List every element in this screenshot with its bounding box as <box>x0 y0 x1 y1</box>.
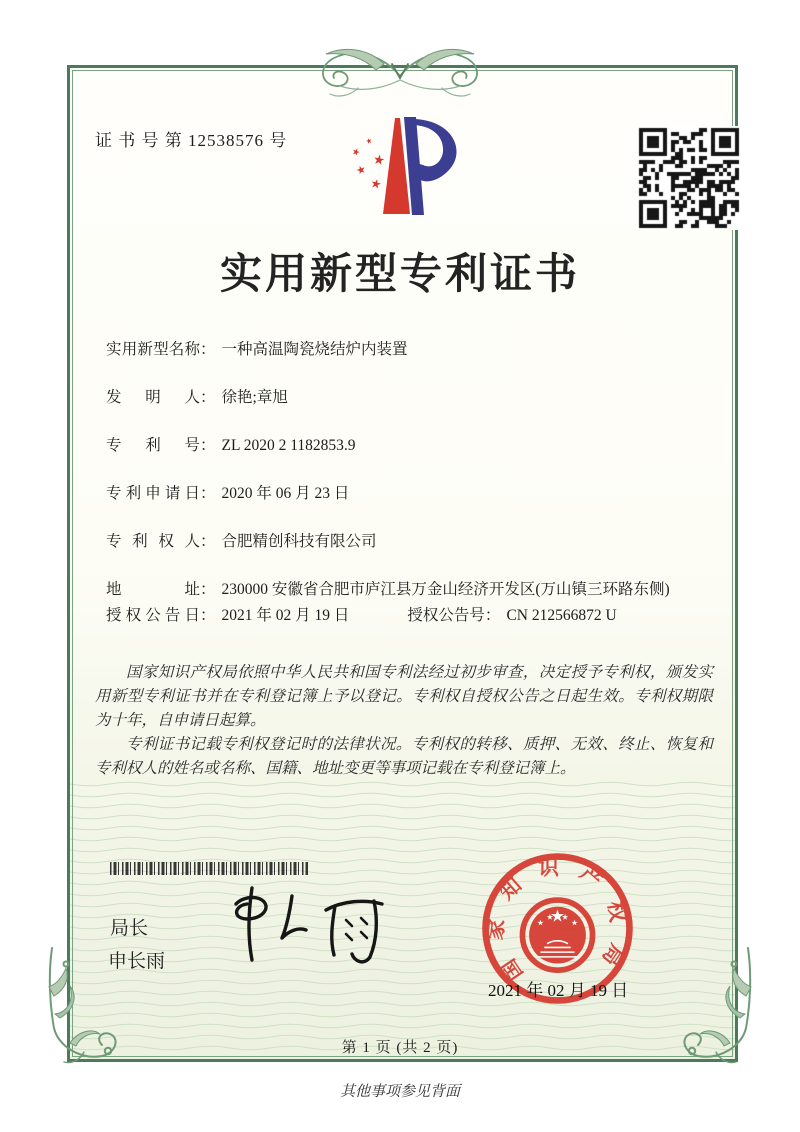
legal-text <box>95 661 713 781</box>
field-row-patentee: 专利权人 ： 合肥精创科技有限公司 <box>106 531 718 553</box>
legal-paragraph-2: 专利证书记载专利权登记时的法律状况。专利权的转移、质押、无效、终止、恢复和专利权人的姓名或名称、国籍、地址变更等事项记载在专利登记簿上。 <box>95 736 713 777</box>
field-row-name: 实用新型名称 ： 一种高温陶瓷烧结炉内装置 <box>106 339 718 361</box>
top-border-ornament-icon <box>262 34 538 118</box>
director-title: 局长 <box>110 918 149 939</box>
field-row-grant-date: 授权公告日 ： 2021 年 02 月 19 日 授权公告号 ： CN 212566872 U <box>106 605 718 627</box>
certificate-fields <box>106 339 718 653</box>
field-label: 实用新型名称 <box>106 341 200 358</box>
field-row-patent-no: 专利号 ： ZL 2020 2 1182853.9 <box>106 435 718 457</box>
field-label: 专利申请日 <box>106 485 200 502</box>
field-label: 地址 <box>106 581 200 598</box>
back-note: 其他事项参见背面 <box>339 1084 460 1100</box>
field-label: 授权公告号 <box>407 607 485 624</box>
field-row-inventor: 发明人 ： 徐艳;章旭 <box>106 387 718 409</box>
qr-code <box>637 126 741 230</box>
field-label: 授权公告日 <box>106 607 200 624</box>
page-number: 第 1 页 (共 2 页) <box>341 1040 459 1056</box>
field-value: ZL 2020 2 1182853.9 <box>221 437 356 454</box>
director-signature <box>222 876 412 976</box>
field-value: CN 212566872 U <box>506 607 617 624</box>
field-value: 230000 安徽省合肥市庐江县万金山经济开发区(万山镇三环路东侧) <box>221 581 670 598</box>
cnipa-logo-icon <box>338 112 468 232</box>
field-value: 合肥精创科技有限公司 <box>221 533 377 550</box>
certificate-number: 证 书 号 第 12538576 号 <box>95 131 288 150</box>
field-label: 专利权人 <box>106 533 200 550</box>
field-value: 2020 年 06 月 23 日 <box>221 485 350 502</box>
seal-text: 国家知识产权局 <box>482 855 633 986</box>
field-label: 发明人 <box>106 389 200 406</box>
field-grant-no: 授权公告号 ： CN 212566872 U <box>407 605 616 627</box>
field-label: 专利号 <box>106 437 200 454</box>
field-value: 2021 年 02 月 19 日 <box>221 607 350 624</box>
field-row-address: 地址 ： 230000 安徽省合肥市庐江县万金山经济开发区(万山镇三环路东侧) <box>106 579 718 601</box>
director-name: 申长雨 <box>108 951 166 972</box>
field-value: 徐艳;章旭 <box>221 389 288 406</box>
field-value: 一种高温陶瓷烧结炉内装置 <box>221 341 408 358</box>
national-emblem-icon <box>522 900 592 970</box>
seal-date: 2021 年 02 月 19 日 <box>488 981 629 1000</box>
legal-paragraph-1: 国家知识产权局依照中华人民共和国专利法经过初步审查，决定授予专利权，颁发实用新型专利证书并在专利登记簿上予以登记。专利权自授权公告之日起生效。专利权期限为十年，自申请日起算。 <box>95 664 713 729</box>
barcode <box>110 862 308 875</box>
certificate-title: 实用新型专利证书 <box>219 252 580 298</box>
field-row-filing-date: 专利申请日 ： 2020 年 06 月 23 日 <box>106 483 718 505</box>
